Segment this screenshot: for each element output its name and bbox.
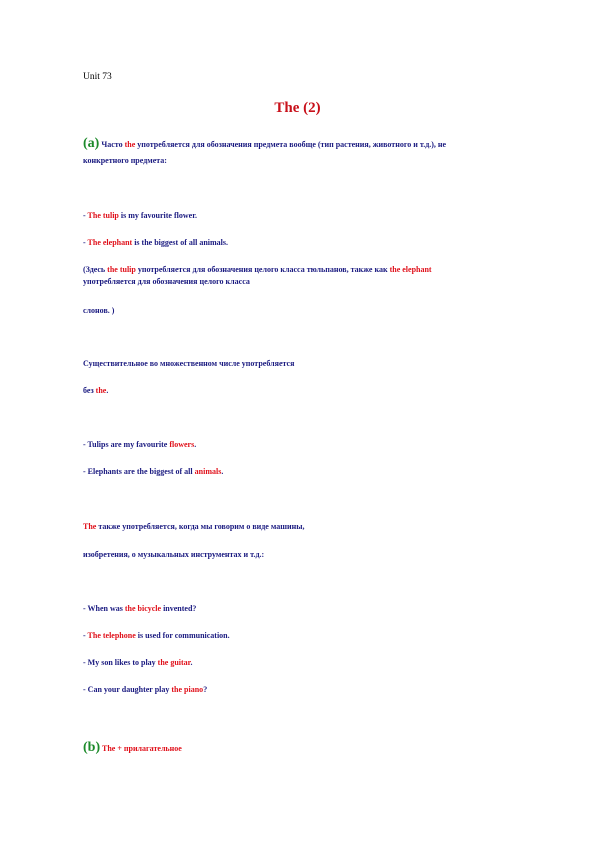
plural-post: . <box>106 386 109 395</box>
section-b-letter: (b) <box>83 740 101 755</box>
intro-the: the <box>124 140 136 149</box>
note-line1 <box>83 264 432 275</box>
dash: - <box>83 211 88 220</box>
example-post: is used for communication. <box>135 631 230 640</box>
page-title: The (2) <box>274 100 321 116</box>
plural-pre: без <box>83 386 96 395</box>
example-red: the piano <box>171 685 204 694</box>
example-red: the bicycle <box>124 604 162 613</box>
section-b-text: The + прилагательное <box>101 744 182 753</box>
example-post: ? <box>203 685 208 694</box>
example-pre: - When was <box>83 604 125 613</box>
example-tulips <box>83 439 196 450</box>
section-a-intro-line2: конкретного предмета: <box>83 156 167 165</box>
note-red2: the elephant <box>389 265 432 274</box>
example-telephone <box>83 630 230 641</box>
section-a-intro <box>83 138 446 150</box>
example-bicycle <box>83 603 196 614</box>
unit-label: Unit 73 <box>83 72 112 82</box>
example-piano <box>83 684 207 695</box>
example-post: . <box>190 658 193 667</box>
example-guitar <box>83 657 193 668</box>
example-red: flowers <box>169 440 195 449</box>
example-post: . <box>221 467 224 476</box>
example-rest: is the biggest of all animals. <box>132 238 228 247</box>
example-pre: - Can your daughter play <box>83 685 172 694</box>
note-line3: слонов. ) <box>83 306 115 315</box>
note-mid: употребляется для обозначения целого класса тюльпанов, также как <box>135 265 390 274</box>
example-red: The tulip <box>87 211 119 220</box>
example-red: The elephant <box>87 238 133 247</box>
example-pre: - My son likes to play <box>83 658 158 667</box>
example-elephant <box>83 237 228 248</box>
example-red: the guitar <box>157 658 191 667</box>
plural-rule: Существительное во множественном числе употребляется <box>83 359 295 368</box>
example-red: animals <box>194 467 222 476</box>
also-red: The <box>83 522 97 531</box>
intro-pre: Часто <box>101 140 125 149</box>
dash: - <box>83 238 88 247</box>
plural-red: the <box>95 386 107 395</box>
section-b-heading <box>83 742 182 754</box>
example-post: . <box>194 440 197 449</box>
example-red: The telephone <box>87 631 136 640</box>
plural-rule-line2 <box>83 385 108 396</box>
section-a-letter: (a) <box>83 136 100 151</box>
example-post: invented? <box>161 604 197 613</box>
example-tulip <box>83 210 197 221</box>
also-rule <box>83 521 304 532</box>
example-pre: - Elephants are the biggest of all <box>83 467 195 476</box>
note-red1: the tulip <box>107 265 136 274</box>
note-line2: употребляется для обозначения целого класса <box>83 277 250 286</box>
example-rest: is my favourite flower. <box>118 211 198 220</box>
also-rest: также употребляется, когда мы говорим о виде машины, <box>96 522 305 531</box>
intro-post: употребляется для обозначения предмета вообще (тип растения, животного и т.д.), не <box>135 140 447 149</box>
example-pre: - Tulips are my favourite <box>83 440 170 449</box>
also-rule-line2: изобретения, о музыкальных инструментах и т.д.: <box>83 550 265 559</box>
note-pre: (Здесь <box>83 265 108 274</box>
example-pre: - <box>83 631 88 640</box>
example-elephants <box>83 466 223 477</box>
